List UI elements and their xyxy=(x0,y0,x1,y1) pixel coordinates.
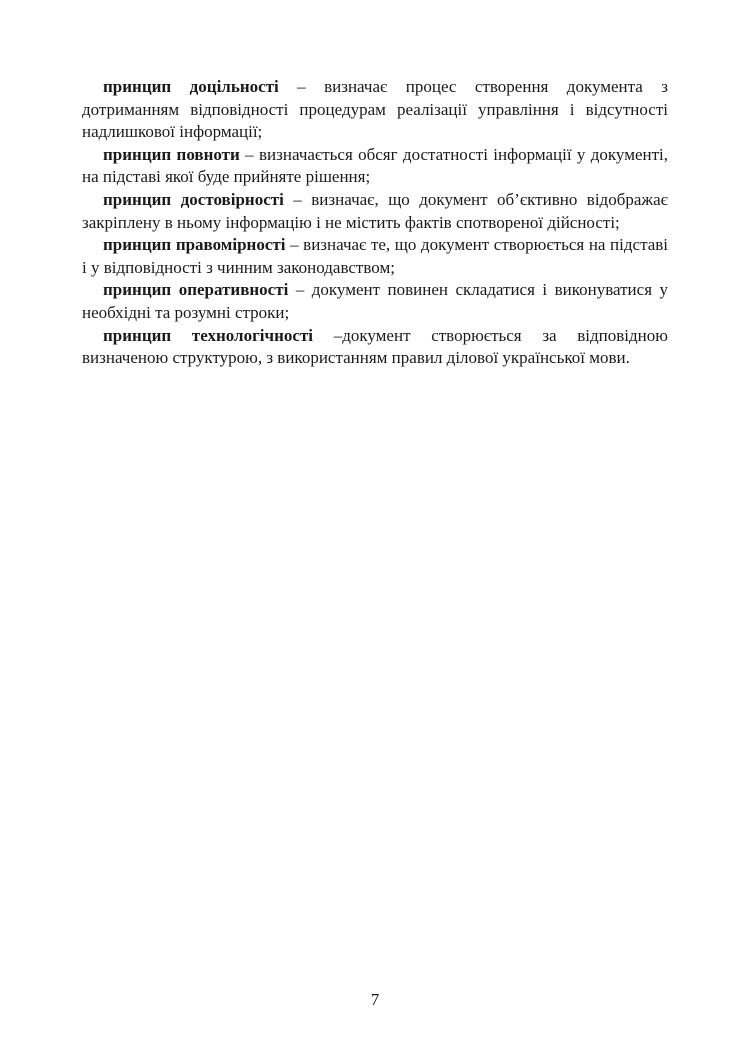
principle-paragraph-reliability xyxy=(82,189,668,234)
principle-term: принцип повноти xyxy=(103,144,240,164)
principle-description: –документ створюється за відповідною визначеною структурою, з використанням правил ділової української мови. xyxy=(82,325,668,368)
principle-term: принцип достовірності xyxy=(103,189,284,209)
principle-paragraph-efficiency xyxy=(82,279,668,324)
page-content xyxy=(82,76,668,370)
principle-term: принцип технологічності xyxy=(103,325,314,345)
principle-description: – визначає, що документ об’єктивно відображає закріплену в ньому інформацію і не містить фактів спотвореної дійсності; xyxy=(82,189,668,232)
principle-paragraph-legality xyxy=(82,234,668,279)
principle-paragraph-completeness xyxy=(82,144,668,189)
principle-description: – визначає процес створення документа з дотриманням відповідності процедурам реалізації управління і відсутності надлишкової інформації; xyxy=(82,77,668,142)
principle-description: – документ повинен складатися і виконуватися у необхідні та розумні строки; xyxy=(82,280,668,322)
principle-description: – визначає те, що документ створюється на підставі і у відповідності з чинним законодавством; xyxy=(82,235,668,277)
principle-term: принцип доцільності xyxy=(103,77,279,96)
principle-term: принцип правомірності xyxy=(103,235,286,255)
principle-paragraph-expediency xyxy=(82,76,668,144)
principle-term: принцип оперативності xyxy=(103,280,289,300)
principle-description: – визначається обсяг достатності інформації у документі, на підставі якої буде прийняте рішення; xyxy=(82,144,669,187)
principle-paragraph-manufacturability xyxy=(82,325,668,370)
page-number: 7 xyxy=(370,990,380,1009)
